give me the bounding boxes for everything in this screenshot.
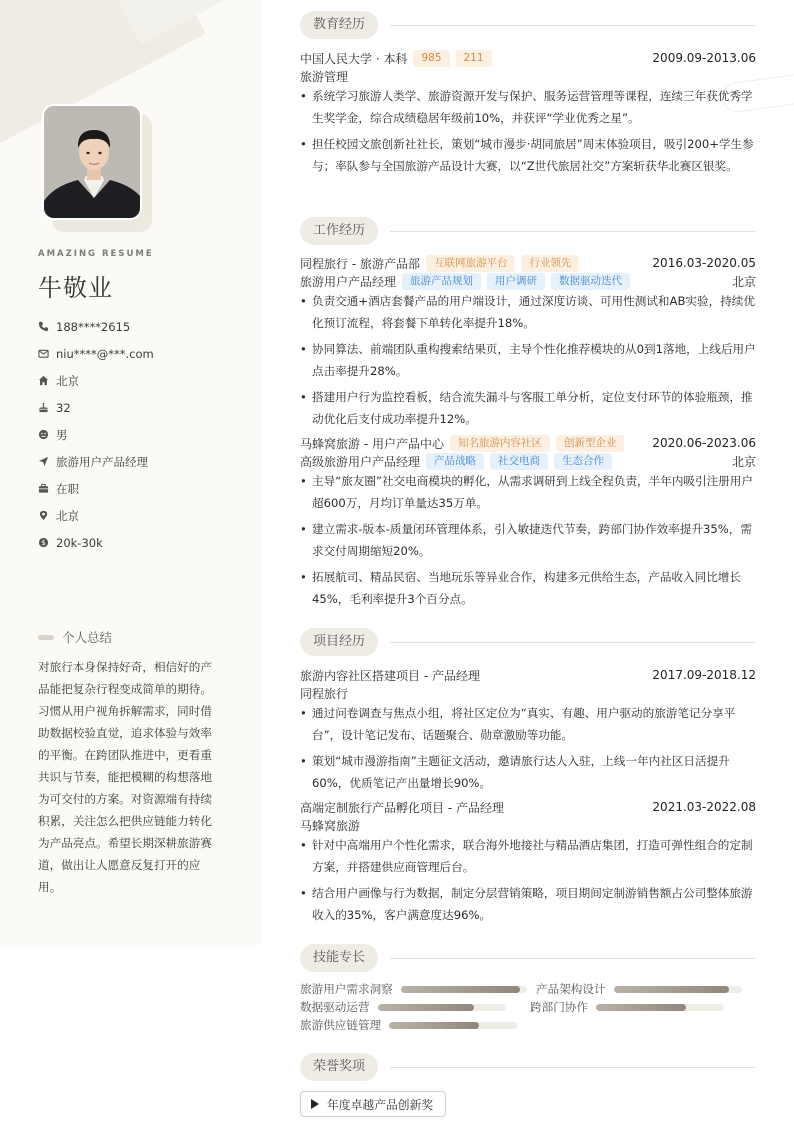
location-pin-icon (38, 510, 49, 521)
skill-item: 产品架构设计 (536, 981, 742, 997)
skills-heading: 技能专长 (300, 944, 756, 972)
project-org: 马蜂窝旅游 (300, 818, 361, 833)
info-home: 北京 (38, 367, 154, 394)
project-bullet: • 针对中高端用户个性化需求，联合海外地接社与精品酒店集团，打造可弹性组合的定制方案，并搭建供应商管理后台。 (300, 834, 756, 878)
info-age: 32 (38, 394, 154, 421)
info-phone: 188****2615 (38, 313, 154, 340)
project-date: 2017.09-2018.12 (652, 668, 756, 682)
cake-icon (38, 402, 49, 413)
role-tag: 社交电商 (490, 453, 548, 470)
skill-bar (596, 1004, 724, 1011)
work-heading: 工作经历 (300, 217, 756, 245)
skill-bar (389, 1022, 517, 1029)
role-tag: 生态合作 (554, 453, 612, 470)
project-name: 高端定制旅行产品孵化项目 - 产品经理 (300, 800, 504, 815)
job-company-row (300, 434, 756, 452)
play-icon (311, 1099, 319, 1109)
job-bullet: • 主导“旅友圈”社交电商模块的孵化，从需求调研到上线全程负责，半年内吸引注册用户超600万，月均订单量达35万单。 (300, 470, 756, 514)
job-bullet: • 搭建用户行为监控看板，结合流失漏斗与客服工单分析，定位支付环节的体验瓶颈，推动优化后支付成功率提升12%。 (300, 386, 756, 430)
project-org-row (300, 816, 756, 834)
education-date: 2009.09-2013.06 (652, 51, 756, 65)
send-icon (38, 456, 49, 467)
school-tag: 211 (456, 50, 492, 67)
project-date: 2021.03-2022.08 (652, 800, 756, 814)
project-name: 旅游内容社区搭建项目 - 产品经理 (300, 668, 480, 683)
company-tag: 创新型企业 (556, 435, 625, 452)
company-tag: 互联网旅游平台 (426, 255, 516, 272)
award-item: 年度卓越产品创新奖 (300, 1091, 446, 1117)
briefcase-icon (38, 483, 49, 494)
skill-bar (614, 986, 742, 993)
role-tag: 旅游产品规划 (402, 273, 481, 290)
project-bullet: • 通过问卷调查与焦点小组，将社区定位为“真实、有趣、用户驱动的旅游笔记分享平台”，设计笔记发布、话题聚合、勋章激励等功能。 (300, 702, 756, 746)
project-title-row (300, 666, 756, 684)
education-bullet: • 担任校园文旅创新社社长，策划“城市漫步·胡同旅居”周末体验项目，吸引200+学生参与；率队参与全国旅游产品设计大赛，以“Z世代旅居社交”方案斩获华北赛区银奖。 (300, 133, 756, 177)
job-date: 2016.03-2020.05 (652, 256, 756, 270)
skill-item: 旅游用户需求洞察 (300, 981, 527, 997)
job-date: 2020.06-2023.06 (652, 436, 756, 450)
role-tag: 产品战略 (426, 453, 484, 470)
role-tag: 用户调研 (487, 273, 545, 290)
project-org-row (300, 684, 756, 702)
candidate-name: 牛敬业 (38, 274, 113, 302)
major: 旅游管理 (300, 69, 349, 84)
info-position: 旅游用户产品经理 (38, 448, 154, 475)
education-school-row (300, 49, 756, 67)
summary-heading: 个人总结 (38, 628, 112, 646)
phone-icon (38, 321, 49, 332)
job-city: 北京 (731, 274, 756, 289)
company-tag: 知名旅游内容社区 (450, 435, 550, 452)
info-salary: $ 20k-30k (38, 529, 154, 556)
job-bullet: • 建立需求-版本-质量闭环管理体系，引入敏捷迭代节奏，跨部门协作效率提升35%，需求交付周期缩短20%。 (300, 518, 756, 562)
project-bullet: • 结合用户画像与行为数据，制定分层营销策略，项目期间定制游销售额占公司整体旅游收入的35%，客户满意度达96%。 (300, 882, 756, 926)
company-name: 同程旅行 - 旅游产品部 (300, 256, 420, 271)
info-location: 北京 (38, 502, 154, 529)
role-tag: 数据驱动迭代 (551, 273, 630, 290)
info-gender: 男 (38, 421, 154, 448)
company-tag: 行业领先 (521, 255, 579, 272)
summary-text: 对旅行本身保持好奇，相信好的产品能把复杂行程变成简单的期待。习惯从用户视角拆解需求，同时借助数据校验直觉，追求体验与效率的平衡。在跨团队推进中，更看重共识与节奏，能把模糊的构想落地为可交付的方案。对资源端有持续积累，关注怎么把供应链能力转化为产品亮点。希望长期深耕旅游赛道，做出让人愿意反复打开的应用。 (38, 660, 212, 894)
project-org: 同程旅行 (300, 686, 349, 701)
home-icon (38, 375, 49, 386)
avatar (44, 106, 142, 220)
job-role: 高级旅游用户产品经理 (300, 454, 421, 469)
education-heading: 教育经历 (300, 11, 756, 39)
job-bullet: • 协同算法、前端团队重构搜索结果页，主导个性化推荐模块的从0到1落地，上线后用户点击率提升28%。 (300, 338, 756, 382)
info-email: niu****@***.com (38, 340, 154, 367)
profile-photo (42, 104, 142, 220)
school-tag: 985 (413, 50, 449, 67)
job-bullet: • 负责交通+酒店套餐产品的用户端设计，通过深度访谈、可用性测试和AB实验，持续优化预订流程，将套餐下单转化率提升18%。 (300, 290, 756, 334)
skill-item: 旅游供应链管理 (300, 1017, 517, 1033)
awards-heading: 荣誉奖项 (300, 1053, 756, 1081)
job-role-row (300, 272, 756, 290)
contact-info-list (38, 313, 154, 556)
skill-bar (378, 1004, 506, 1011)
school-name: 中国人民大学 · 本科 (300, 51, 408, 66)
company-name: 马蜂窝旅游 - 用户产品中心 (300, 436, 444, 451)
skill-bar (401, 986, 527, 993)
education-bullet: • 系统学习旅游人类学、旅游资源开发与保护、服务运营管理等课程，连续三年获优秀学生奖学金，综合成绩稳居年级前10%，并获评“学业优秀之星”。 (300, 85, 756, 129)
project-title-row (300, 798, 756, 816)
skill-item: 跨部门协作 (530, 999, 724, 1015)
job-city: 北京 (731, 454, 756, 469)
sidebar (0, 0, 262, 945)
education-major-row (300, 67, 756, 85)
mail-icon (38, 348, 49, 359)
job-role-row (300, 452, 756, 470)
projects-heading: 项目经历 (300, 628, 756, 656)
project-bullet: • 策划“城市漫游指南”主题征文活动，邀请旅行达人入驻，上线一年内社区日活提升60%，优质笔记产出量增长90%。 (300, 750, 756, 794)
gender-icon (38, 429, 49, 440)
brand-label: AMAZING RESUME (38, 249, 154, 259)
svg-text:$: $ (41, 538, 46, 547)
skill-item: 数据驱动运营 (300, 999, 506, 1015)
info-status: 在职 (38, 475, 154, 502)
salary-icon (38, 537, 49, 548)
job-company-row (300, 254, 756, 272)
job-role: 旅游用户产品经理 (300, 274, 397, 289)
job-bullet: • 拓展航司、精品民宿、当地玩乐等异业合作，构建多元供给生态，产品收入同比增长45%，毛利率提升3个百分点。 (300, 566, 756, 610)
